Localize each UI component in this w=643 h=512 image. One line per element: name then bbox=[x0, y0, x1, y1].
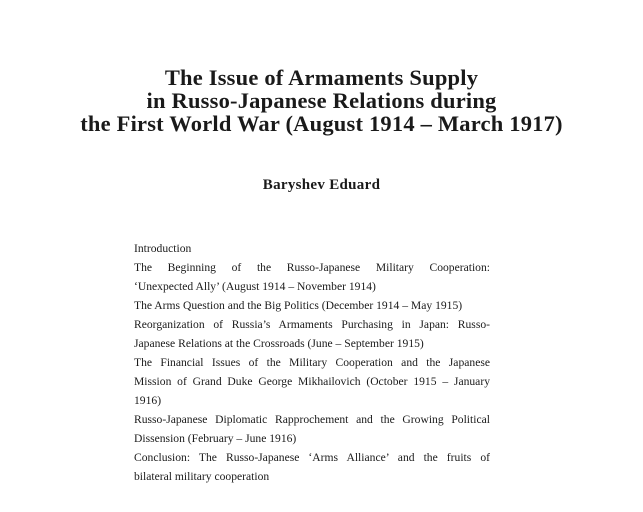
toc-entry-introduction: Introduction bbox=[134, 242, 192, 255]
toc-entry-line: Mission of Grand Duke George Mikhailovich (October 1915 – January bbox=[134, 375, 490, 388]
table-of-contents bbox=[134, 239, 490, 486]
title-line: The Issue of Armaments Supply bbox=[164, 65, 479, 90]
toc-entry-line: Japanese Relations at the Crossroads (June – September 1915) bbox=[134, 337, 424, 350]
toc-entry-line: The Arms Question and the Big Politics (December 1914 – May 1915) bbox=[134, 299, 463, 312]
author-name: Baryshev Eduard bbox=[262, 177, 381, 193]
toc-entry-conclusion: Conclusion: The Russo-Japanese ‘Arms Alliance’ and the fruits of bbox=[134, 451, 490, 464]
toc-entry-line: bilateral military cooperation bbox=[134, 470, 270, 483]
toc-entry-line: The Financial Issues of the Military Cooperation and the Japanese bbox=[134, 356, 490, 369]
toc-entry-line: Dissension (February – June 1916) bbox=[134, 432, 297, 445]
toc-entry-line: ‘Unexpected Ally’ (August 1914 – November 1914) bbox=[134, 280, 376, 293]
toc-entry-line: The Beginning of the Russo-Japanese Military Cooperation: bbox=[134, 261, 490, 274]
toc-entry-line: Reorganization of Russia’s Armaments Purchasing in Japan: Russo- bbox=[134, 318, 490, 331]
toc-entry-line: 1916) bbox=[134, 394, 162, 407]
title-line: in Russo-Japanese Relations during bbox=[146, 88, 497, 113]
toc-entry-line: Russo-Japanese Diplomatic Rapprochement and the Growing Political bbox=[134, 413, 490, 426]
article-title bbox=[0, 66, 643, 135]
title-line: the First World War (August 1914 – March 1917) bbox=[80, 111, 563, 136]
